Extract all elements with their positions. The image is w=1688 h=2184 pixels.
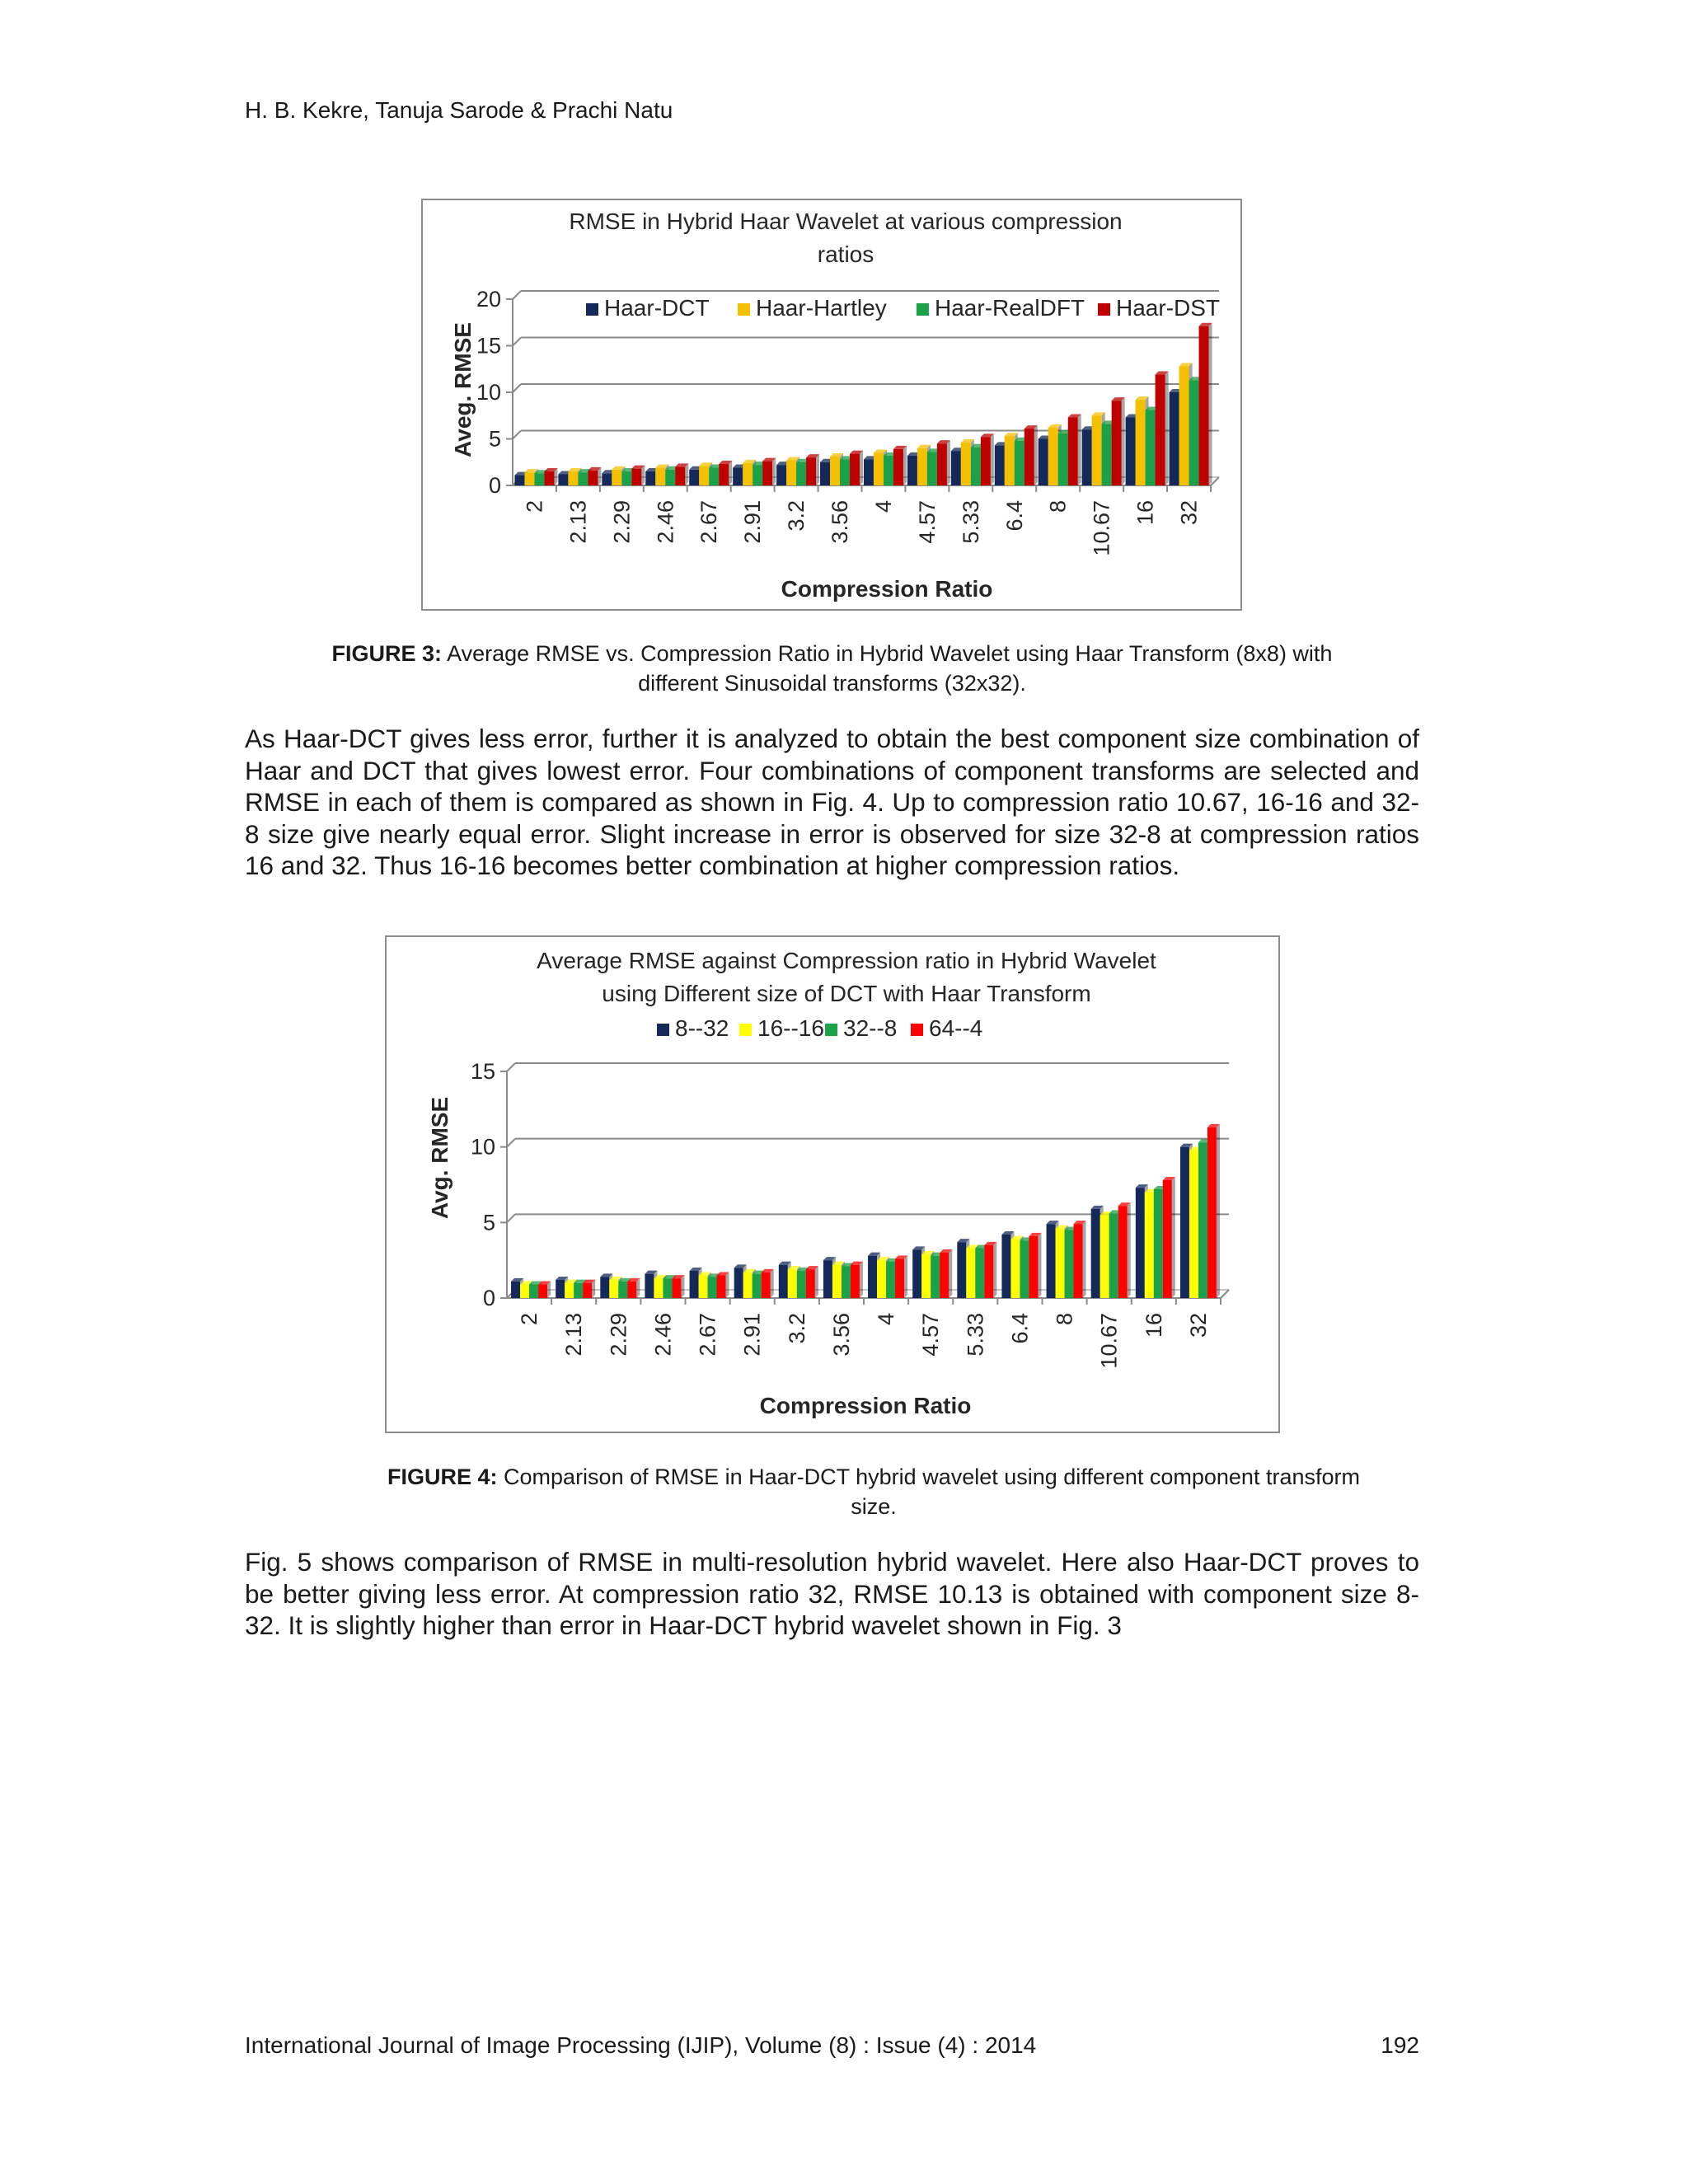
fig3-legend-label: Haar-DCT <box>604 295 710 321</box>
figure-4-caption <box>330 1462 1418 1521</box>
paragraph-2: Fig. 5 shows comparison of RMSE in multi-resolution hybrid wavelet. Here also Haar-DCT proves to be better giving less error. At compression ratio 32, RMSE 10.13 is obtained with component size 8-32. It is slightly higher than error in Haar-DCT hybrid wavelet shown in Fig. 3 <box>245 1547 1419 1640</box>
fig3-bar-Haar-RealDFT <box>971 448 981 485</box>
fig4-legend-label: 8--32 <box>675 1015 729 1041</box>
fig4-title-line1: Average RMSE against Compression ratio in Hybrid Wavelet <box>537 948 1156 973</box>
fig3-bar-Haar-RealDFT <box>534 473 544 485</box>
figure-4-svg <box>385 935 1280 1433</box>
fig3-bar-side <box>903 446 907 485</box>
fig4-bar-64--4 <box>851 1265 860 1298</box>
fig3-bar-Haar-DCT <box>645 471 655 485</box>
fig4-xtick-label: 3.56 <box>828 1313 854 1357</box>
fig4-bar-64--4 <box>762 1272 771 1298</box>
fig3-xtick-label: 6.4 <box>1001 500 1027 532</box>
fig3-ytick-label: 5 <box>488 426 501 452</box>
fig3-legend-label: Haar-DST <box>1116 295 1221 321</box>
fig3-bar-Haar-Hartley <box>743 463 753 485</box>
fig4-bar-16--16 <box>832 1265 842 1298</box>
fig4-bar-32--8 <box>708 1277 717 1298</box>
fig3-bar-Haar-Hartley <box>1092 415 1102 485</box>
fig4-bar-32--8 <box>842 1267 851 1299</box>
figure-4-caption-label: FIGURE 4: <box>387 1465 498 1489</box>
fig4-bar-side <box>771 1269 774 1298</box>
fig4-xtick-label: 2.29 <box>606 1313 631 1357</box>
fig4-bar-8--32 <box>1001 1235 1010 1298</box>
fig4-bar-side <box>904 1255 907 1298</box>
fig4-bar-64--4 <box>940 1253 949 1298</box>
fig4-bar-64--4 <box>583 1283 592 1298</box>
figure-3-caption <box>245 639 1419 698</box>
fig4-bar-32--8 <box>574 1283 583 1298</box>
fig3-bar-Haar-DST <box>1068 418 1078 485</box>
fig3-xtick-label: 2.13 <box>565 500 591 544</box>
fig3-bar-Haar-RealDFT <box>709 468 719 485</box>
fig4-bar-side <box>1128 1202 1131 1298</box>
fig3-legend-swatch <box>917 303 929 316</box>
fig4-ytick-label: 5 <box>482 1210 495 1235</box>
fig3-xtick-label: 2.67 <box>696 500 722 544</box>
running-header: H. B. Kekre, Tanuja Sarode & Prachi Natu <box>245 97 673 123</box>
fig3-bar-Haar-DST <box>1199 326 1209 485</box>
fig3-title-line2: ratios <box>817 241 874 267</box>
fig4-xtick-label: 8 <box>1052 1313 1077 1326</box>
fig4-bar-16--16 <box>1010 1240 1020 1299</box>
fig4-bar-16--16 <box>699 1276 708 1299</box>
fig4-legend-swatch <box>657 1024 669 1036</box>
fig4-bar-64--4 <box>1207 1127 1217 1298</box>
fig4-bar-8--32 <box>1091 1209 1100 1298</box>
fig4-xtick-label: 2.46 <box>650 1313 676 1357</box>
fig3-bar-Haar-RealDFT <box>796 462 806 485</box>
fig4-bar-8--32 <box>823 1260 832 1298</box>
fig4-bar-32--8 <box>1198 1142 1207 1298</box>
fig3-xtick-label: 8 <box>1045 500 1071 513</box>
fig4-bar-side <box>1172 1177 1175 1298</box>
fig4-bar-16--16 <box>877 1260 886 1298</box>
fig3-bar-Haar-DST <box>806 457 816 485</box>
fig3-bar-Haar-RealDFT <box>621 471 631 485</box>
fig3-bar-Haar-Hartley <box>568 471 578 485</box>
fig4-bar-64--4 <box>1074 1224 1083 1298</box>
fig3-bar-Haar-Hartley <box>612 470 621 485</box>
fig4-xtick-label: 2.13 <box>561 1313 587 1357</box>
fig3-xtick-label: 4 <box>870 500 896 513</box>
fig4-bar-16--16 <box>921 1254 931 1298</box>
fig3-bar-Haar-DST <box>1025 429 1034 485</box>
fig3-bar-Haar-DCT <box>864 459 874 485</box>
fig3-legend-label: Haar-RealDFT <box>935 295 1085 321</box>
fig3-bar-Haar-Hartley <box>917 448 927 485</box>
fig3-bar-Haar-Hartley <box>524 472 534 485</box>
fig3-bar-Haar-DCT <box>951 451 961 485</box>
fig3-bar-Haar-Hartley <box>699 466 709 485</box>
fig3-bar-Haar-DST <box>588 471 598 485</box>
fig4-ytick-label: 15 <box>470 1059 495 1084</box>
fig4-bar-32--8 <box>975 1249 984 1299</box>
fig4-bar-32--8 <box>1065 1230 1074 1299</box>
fig4-bar-16--16 <box>654 1278 663 1298</box>
fig4-xtick-label: 3.2 <box>784 1313 809 1344</box>
fig3-bar-Haar-DST <box>1156 375 1165 485</box>
fig3-legend-swatch <box>1098 303 1110 316</box>
fig3-bar-side <box>1209 323 1212 485</box>
fig4-bar-side <box>636 1278 640 1298</box>
fig3-xtick-label: 4.57 <box>914 500 940 544</box>
fig4-bar-side <box>949 1249 952 1298</box>
fig4-bar-8--32 <box>645 1274 654 1298</box>
fig3-bar-Haar-DCT <box>602 473 612 485</box>
fig3-bar-Haar-RealDFT <box>1189 380 1199 485</box>
fig4-xtick-label: 2 <box>517 1313 542 1326</box>
fig4-bar-64--4 <box>538 1285 547 1299</box>
fig4-bar-8--32 <box>511 1282 520 1298</box>
fig3-xtick-label: 3.2 <box>784 500 809 532</box>
fig3-bar-Haar-DCT <box>514 476 524 485</box>
fig4-bar-8--32 <box>957 1242 966 1298</box>
fig4-xtick-label: 6.4 <box>1007 1313 1033 1344</box>
fig3-bar-Haar-RealDFT <box>840 459 850 485</box>
footer-journal: International Journal of Image Processing (IJIP), Volume (8) : Issue (4) : 2014 <box>245 2032 1037 2058</box>
fig4-bar-16--16 <box>743 1272 753 1298</box>
fig4-xtick-label: 2.67 <box>695 1313 720 1357</box>
fig3-bar-side <box>816 454 819 485</box>
fig4-title-line2: using Different size of DCT with Haar Transform <box>602 981 1091 1006</box>
figure-3-caption-label: FIGURE 3: <box>331 641 443 666</box>
fig4-bar-16--16 <box>1100 1215 1109 1298</box>
fig3-bar-Haar-DST <box>981 437 991 485</box>
fig3-bar-side <box>991 434 994 485</box>
fig4-xtick-label: 4.57 <box>918 1313 944 1357</box>
fig4-bar-32--8 <box>529 1285 538 1299</box>
fig4-bar-16--16 <box>1189 1150 1198 1298</box>
figure-4-caption-line1: Comparison of RMSE in Haar-DCT hybrid wavelet using different component transform <box>504 1465 1360 1489</box>
fig4-bar-side <box>1083 1221 1086 1298</box>
fig3-bar-Haar-Hartley <box>1005 436 1015 485</box>
fig3-bar-Haar-DST <box>631 469 641 485</box>
fig3-bar-Haar-RealDFT <box>1015 441 1025 485</box>
fig3-bar-Haar-DCT <box>907 456 917 485</box>
fig4-x-axis-title: Compression Ratio <box>759 1393 972 1418</box>
figure-3-chart <box>421 199 1242 611</box>
fig3-bar-side <box>1078 415 1081 485</box>
fig4-xtick-label: 32 <box>1185 1313 1211 1338</box>
fig4-bar-64--4 <box>717 1276 726 1299</box>
fig3-bar-side <box>685 463 688 485</box>
fig4-bar-64--4 <box>672 1278 681 1298</box>
fig3-bar-Haar-Hartley <box>786 460 796 485</box>
fig4-xtick-label: 16 <box>1141 1313 1166 1338</box>
fig4-bar-side <box>1038 1233 1041 1298</box>
figure-4-caption-line2: size. <box>851 1494 897 1519</box>
fig4-bar-64--4 <box>1163 1180 1172 1298</box>
fig3-bar-Haar-Hartley <box>830 457 840 485</box>
fig3-bar-Haar-RealDFT <box>1102 424 1112 485</box>
fig3-bar-Haar-DST <box>762 462 772 485</box>
fig4-bar-side <box>726 1272 729 1299</box>
fig4-bar-side <box>815 1266 818 1298</box>
fig4-legend-label: 32--8 <box>843 1015 898 1041</box>
fig3-bar-Haar-Hartley <box>874 452 884 485</box>
fig4-legend-swatch <box>911 1024 923 1036</box>
fig4-bar-8--32 <box>734 1268 743 1298</box>
fig3-bar-Haar-RealDFT <box>927 452 937 485</box>
fig4-frame <box>386 936 1279 1432</box>
fig3-bar-side <box>860 451 863 485</box>
fig4-bar-64--4 <box>806 1269 815 1298</box>
fig4-bar-32--8 <box>1154 1189 1163 1298</box>
fig3-bar-Haar-DCT <box>1039 439 1048 486</box>
fig4-bar-8--32 <box>556 1280 565 1298</box>
fig4-bar-8--32 <box>1047 1224 1056 1298</box>
fig4-bar-32--8 <box>931 1256 940 1298</box>
fig3-ytick-label: 20 <box>476 287 501 312</box>
fig4-legend-label: 64--4 <box>929 1015 983 1041</box>
fig3-xtick-label: 3.56 <box>828 500 853 544</box>
fig3-bar-Haar-DST <box>675 466 685 485</box>
fig3-legend-swatch <box>738 303 750 316</box>
fig3-ytick-label: 10 <box>476 380 501 405</box>
fig4-bar-32--8 <box>1020 1240 1029 1298</box>
fig4-bar-64--4 <box>984 1245 993 1298</box>
fig4-bar-8--32 <box>868 1256 877 1298</box>
fig3-xtick-label: 10.67 <box>1089 500 1114 556</box>
fig3-bar-Haar-DCT <box>558 474 568 485</box>
fig4-bar-64--4 <box>895 1258 904 1298</box>
fig4-bar-8--32 <box>1136 1188 1145 1298</box>
fig4-bar-side <box>681 1275 684 1298</box>
fig3-xtick-label: 2.29 <box>609 500 635 544</box>
fig4-bar-16--16 <box>788 1269 797 1298</box>
fig4-xtick-label: 10.67 <box>1096 1313 1122 1369</box>
fig3-bar-Haar-RealDFT <box>578 472 588 485</box>
fig3-ytick-label: 15 <box>476 333 501 359</box>
figure-4-chart <box>385 935 1280 1433</box>
fig4-bar-32--8 <box>797 1271 806 1298</box>
fig4-bar-64--4 <box>1029 1236 1038 1298</box>
fig3-bar-Haar-DCT <box>776 465 786 485</box>
fig3-bar-Haar-DST <box>1112 401 1122 485</box>
fig3-bar-Haar-DCT <box>1082 429 1092 485</box>
fig3-legend-label: Haar-Hartley <box>756 295 887 321</box>
fig3-bar-Haar-DCT <box>733 468 743 485</box>
fig3-title-line1: RMSE in Hybrid Haar Wavelet at various compression <box>569 209 1123 234</box>
page-number: 192 <box>1381 2032 1419 2058</box>
fig3-legend-swatch <box>586 303 598 316</box>
fig3-bar-Haar-Hartley <box>655 468 665 485</box>
fig4-bar-64--4 <box>1118 1206 1128 1298</box>
fig4-bar-32--8 <box>1109 1213 1118 1298</box>
fig4-bar-16--16 <box>1145 1193 1154 1298</box>
fig3-xtick-label: 5.33 <box>958 500 983 544</box>
fig3-bar-side <box>641 466 645 485</box>
fig3-bar-Haar-Hartley <box>1179 366 1189 485</box>
fig3-bar-Haar-DST <box>850 454 860 485</box>
fig4-legend-swatch <box>739 1024 752 1036</box>
fig3-bar-Haar-DCT <box>689 470 699 485</box>
fig4-bar-side <box>1217 1124 1220 1298</box>
fig4-ytick-label: 0 <box>482 1286 495 1310</box>
fig4-bar-8--32 <box>779 1265 788 1298</box>
fig4-bar-32--8 <box>886 1262 895 1298</box>
fig4-bar-8--32 <box>600 1277 609 1298</box>
fig4-xtick-label: 4 <box>874 1313 899 1326</box>
fig3-xtick-label: 32 <box>1176 500 1202 526</box>
fig3-bar-Haar-DCT <box>995 445 1005 485</box>
fig3-bar-Haar-DST <box>893 449 903 485</box>
fig4-bar-32--8 <box>618 1282 627 1298</box>
fig3-bar-side <box>1034 425 1038 485</box>
fig4-legend-swatch <box>825 1024 837 1036</box>
fig4-bar-16--16 <box>609 1280 618 1298</box>
fig4-xtick-label: 5.33 <box>963 1313 988 1357</box>
fig3-bar-Haar-Hartley <box>961 443 971 485</box>
fig3-bar-Haar-DST <box>544 471 554 485</box>
fig3-y-axis-title: Aveg. RMSE <box>450 322 476 457</box>
fig3-bar-Haar-RealDFT <box>665 470 675 485</box>
fig3-bar-Haar-Hartley <box>1136 400 1146 485</box>
fig3-xtick-label: 2 <box>522 500 547 513</box>
fig3-xtick-label: 16 <box>1132 500 1158 526</box>
fig3-bar-Haar-DCT <box>820 462 830 485</box>
fig4-bar-32--8 <box>753 1274 762 1298</box>
fig3-bar-Haar-DCT <box>1170 392 1179 485</box>
fig3-bar-side <box>772 458 776 485</box>
fig3-bar-Haar-RealDFT <box>884 456 893 485</box>
fig4-ytick-label: 10 <box>470 1134 495 1160</box>
fig3-bar-Haar-Hartley <box>1048 428 1058 485</box>
fig4-bar-8--32 <box>1180 1147 1189 1298</box>
fig4-bar-16--16 <box>565 1283 574 1298</box>
fig3-bar-side <box>729 461 732 485</box>
fig3-bar-side <box>1165 372 1169 485</box>
fig3-ytick-label: 0 <box>488 473 501 498</box>
fig4-bar-8--32 <box>690 1271 699 1298</box>
paragraph-1: As Haar-DCT gives less error, further it is analyzed to obtain the best component size combination of Haar and DCT that gives lowest error. Four combinations of component transforms are selected and RMSE in each of them is compared as shown in Fig. 4. Up to compression ratio 10.67, 16-16 and 32-8 size give nearly equal error. Slight increase in error is observed for size 32-8 at compression ratios 16 and 32. Thus 16-16 becomes better combination at higher compression ratios. <box>245 724 1419 880</box>
fig4-bar-side <box>860 1262 863 1298</box>
fig4-bar-8--32 <box>912 1249 921 1298</box>
fig4-bar-side <box>993 1242 996 1298</box>
fig3-bar-Haar-RealDFT <box>1146 410 1156 485</box>
fig4-bar-16--16 <box>966 1249 975 1299</box>
fig3-x-axis-title: Compression Ratio <box>781 576 993 602</box>
figure-3-svg <box>421 199 1242 611</box>
fig4-bar-64--4 <box>627 1282 636 1298</box>
fig4-bar-32--8 <box>663 1278 672 1298</box>
figure-3-caption-line2: different Sinusoidal transforms (32x32). <box>638 671 1026 696</box>
fig3-xtick-label: 2.46 <box>653 500 678 544</box>
fig3-bar-Haar-DCT <box>1126 418 1136 485</box>
fig3-xtick-label: 2.91 <box>740 500 766 544</box>
fig4-bar-16--16 <box>520 1285 529 1299</box>
fig3-bar-Haar-DST <box>937 443 947 485</box>
fig3-bar-side <box>947 440 950 485</box>
fig4-legend-label: 16--16 <box>757 1015 824 1041</box>
fig4-bar-16--16 <box>1056 1229 1065 1298</box>
fig3-bar-Haar-RealDFT <box>753 465 762 485</box>
fig4-y-axis-title: Avg. RMSE <box>427 1096 452 1220</box>
figure-3-caption-line1: Average RMSE vs. Compression Ratio in Hybrid Wavelet using Haar Transform (8x8) with <box>447 641 1333 666</box>
fig4-xtick-label: 2.91 <box>739 1313 765 1357</box>
fig3-bar-Haar-DST <box>719 464 729 485</box>
fig3-bar-side <box>1122 397 1125 485</box>
fig3-bar-Haar-RealDFT <box>1058 434 1068 485</box>
